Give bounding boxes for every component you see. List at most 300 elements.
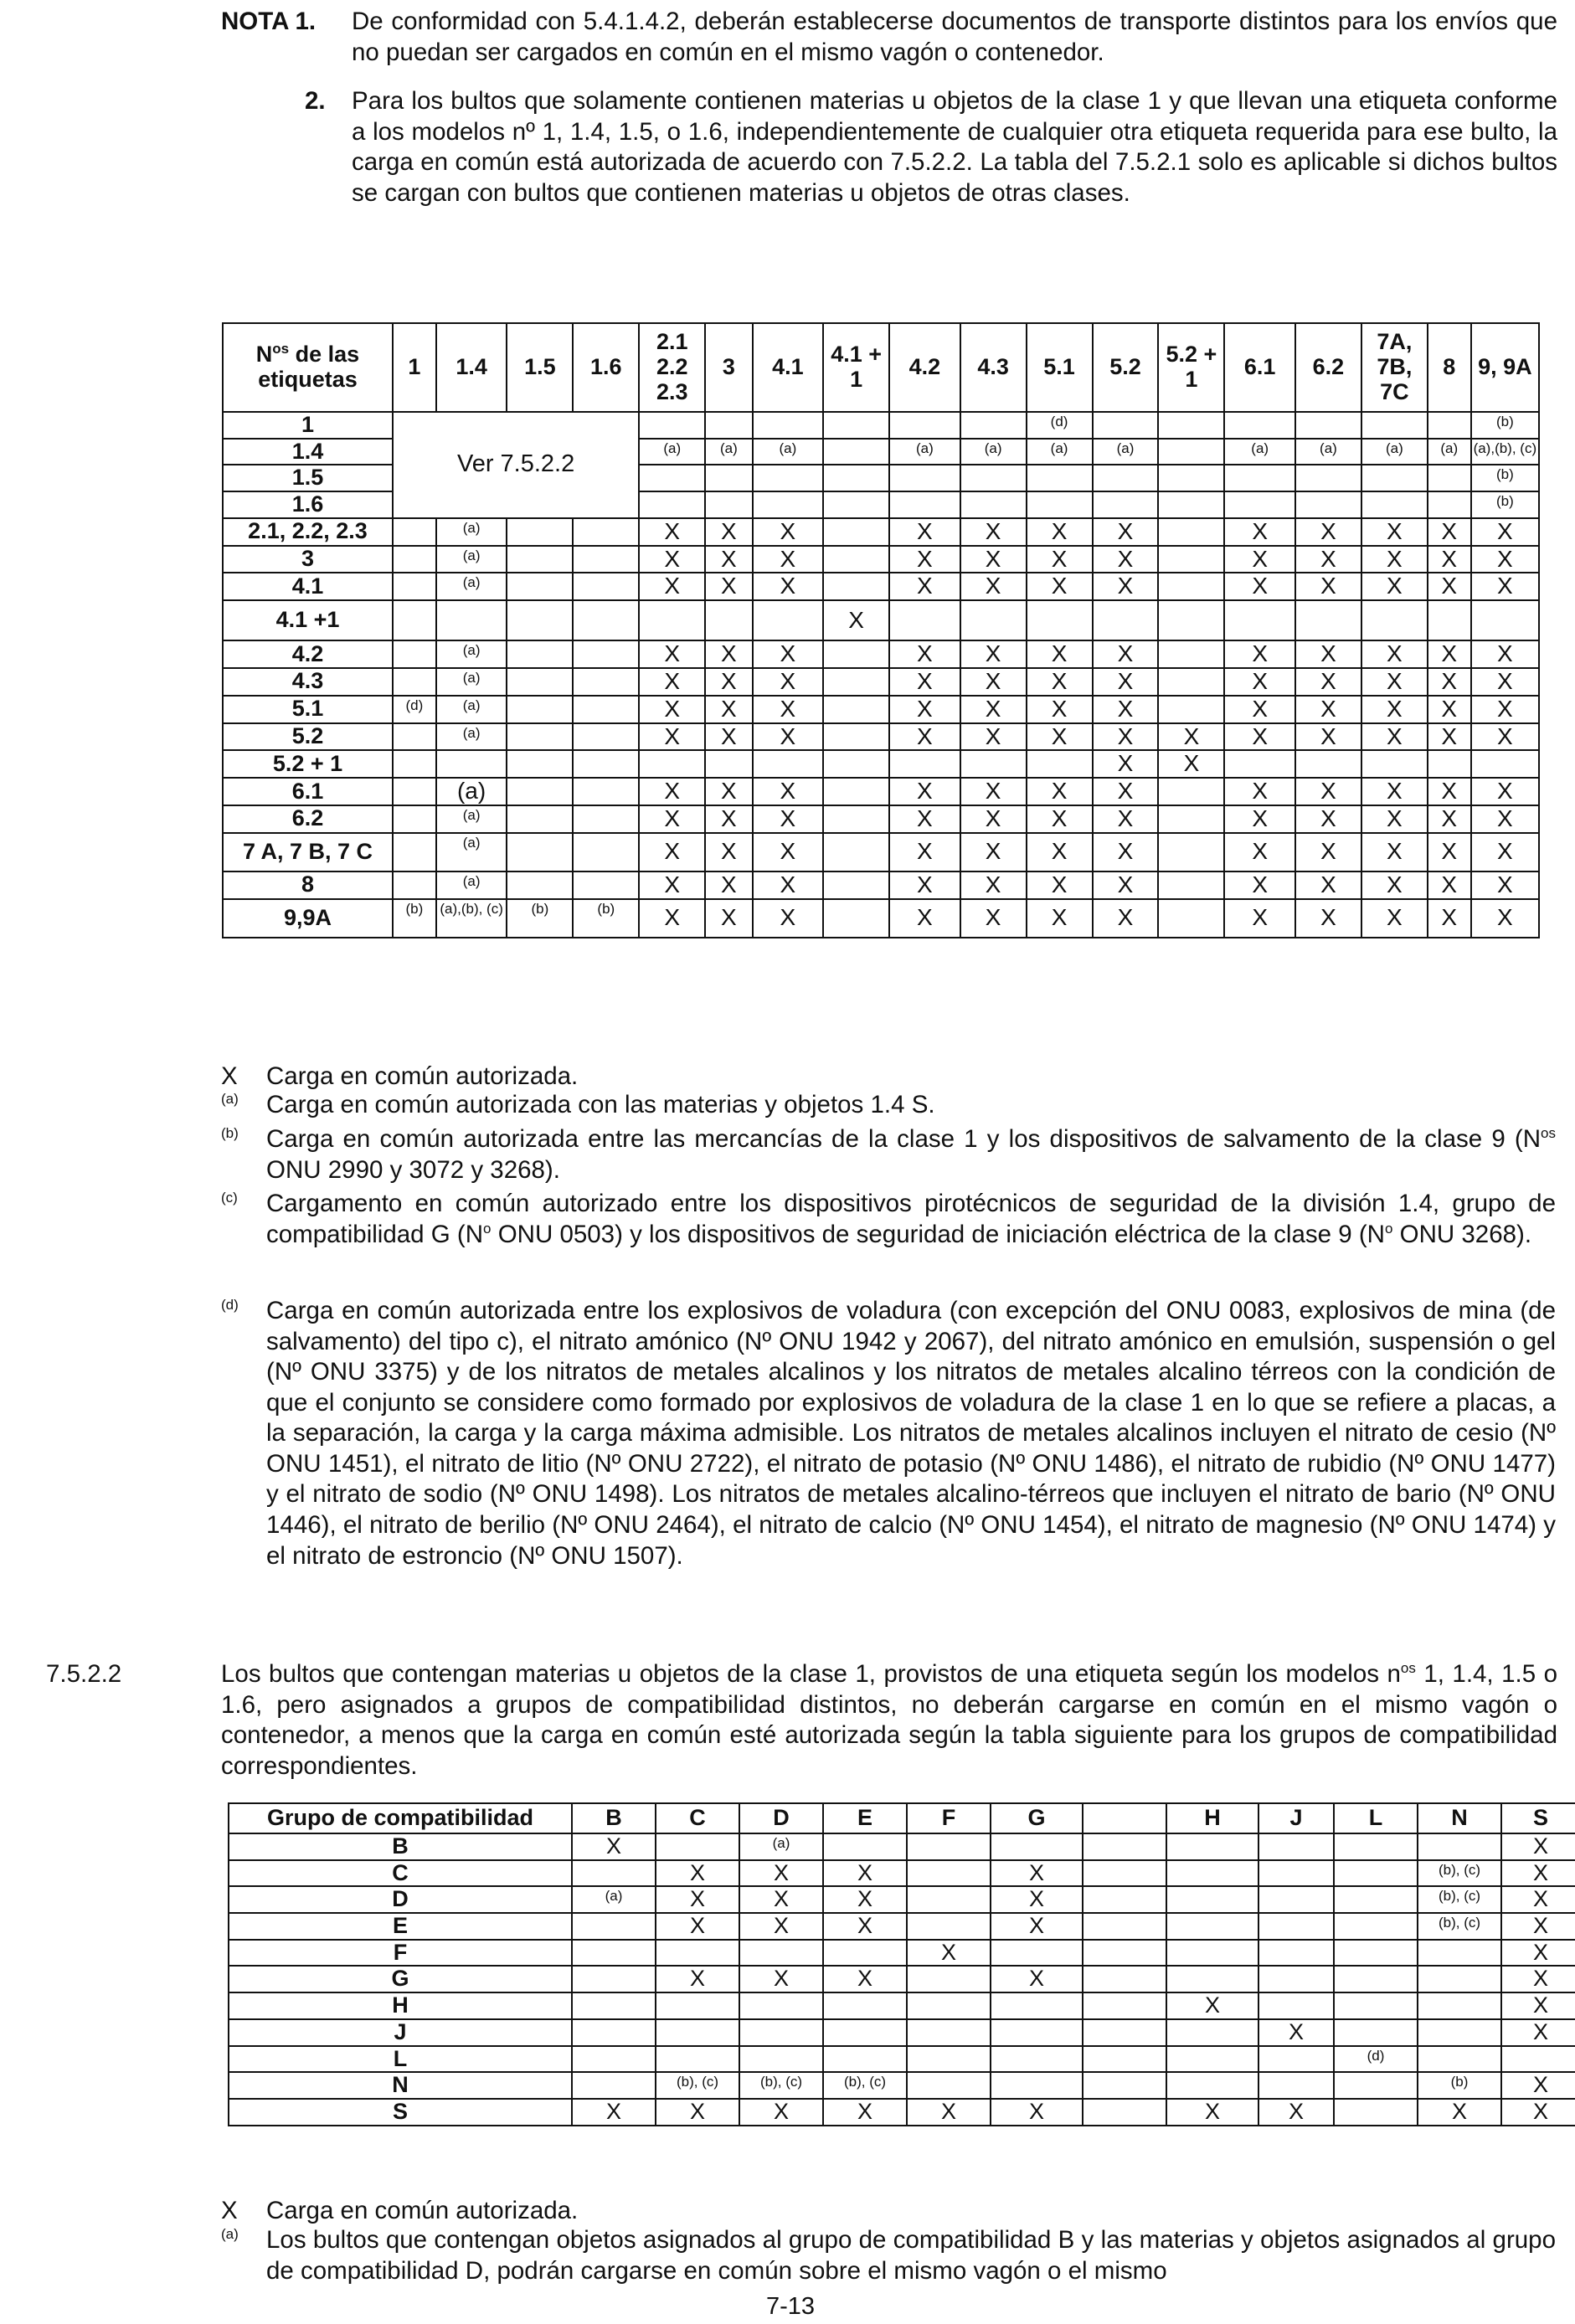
table1-cell <box>1158 696 1224 723</box>
table2-cell <box>823 2019 907 2046</box>
table2-cell: X <box>823 1966 907 1992</box>
table2-row <box>229 2019 1575 2046</box>
table1-cell: X <box>1158 723 1224 751</box>
table1-col-header: 1.5 <box>507 323 573 412</box>
legend1-x-text: Carga en común autorizada. <box>266 1062 579 1090</box>
table1-row <box>223 640 1539 668</box>
table1-cell: X <box>1027 805 1093 833</box>
table1-cell <box>639 491 705 518</box>
table2-cell: (b), (c) <box>1418 1860 1501 1887</box>
table1-cell: X <box>1224 546 1295 573</box>
table1-cell: X <box>1361 518 1428 546</box>
table2-cell <box>907 2019 991 2046</box>
table2-cell: X <box>1501 2072 1575 2099</box>
table2-cell <box>1334 1886 1418 1913</box>
table1-cell: X <box>639 573 705 600</box>
table2-col-header: S <box>1501 1803 1575 1833</box>
table2-cell <box>907 1913 991 1940</box>
table1-col-header: 1 <box>393 323 436 412</box>
table2-cell: X <box>991 1886 1083 1913</box>
table2-cell: X <box>656 1860 739 1887</box>
table1-row-header: 4.2 <box>223 640 393 668</box>
table1-cell: X <box>1295 668 1361 696</box>
table2-row-header: F <box>229 1940 572 1967</box>
table1-col-header: 8 <box>1428 323 1471 412</box>
table2-cell: X <box>572 2099 656 2126</box>
table2-empty-cell <box>1083 2099 1166 2126</box>
table2-row <box>229 1886 1575 1913</box>
table1-cell: X <box>1224 640 1295 668</box>
table2-cell <box>739 1992 823 2019</box>
table1-row <box>223 899 1539 938</box>
table1-cell: X <box>639 696 705 723</box>
table1-cell <box>639 600 705 640</box>
table1-cell <box>1295 465 1361 491</box>
table1-cell: X <box>1093 778 1159 805</box>
table1-cell: X <box>705 778 752 805</box>
table1-cell: (a) <box>436 518 507 546</box>
table1-cell <box>573 872 639 899</box>
table2-cell: X <box>823 1913 907 1940</box>
table1-cell <box>823 546 889 573</box>
table1-col-header: 5.1 <box>1027 323 1093 412</box>
table2-cell <box>1334 2099 1418 2126</box>
table1-cell <box>823 439 889 465</box>
table1-cell <box>705 465 752 491</box>
table2-row <box>229 2072 1575 2099</box>
table2-cell <box>1418 1966 1501 1992</box>
table1-cell: X <box>1027 872 1093 899</box>
table1-cell: X <box>639 723 705 751</box>
table1-cell: X <box>1428 872 1471 899</box>
table1-cell: (a) <box>436 778 507 805</box>
table1-cell: X <box>889 573 960 600</box>
table2-cell <box>1166 1940 1258 1967</box>
table1-cell <box>507 696 573 723</box>
table1-cell: (a) <box>753 439 824 465</box>
table1-row-header: 4.1 <box>223 573 393 600</box>
table1-col-header: 1.6 <box>573 323 639 412</box>
table1-cell: X <box>1224 518 1295 546</box>
table2-cell: X <box>1258 2019 1334 2046</box>
table2-empty-cell <box>1083 1860 1166 1887</box>
table2-cell: X <box>823 2099 907 2126</box>
table1-cell: (a) <box>436 872 507 899</box>
table1-cell <box>573 696 639 723</box>
table1-cell: (a) <box>436 805 507 833</box>
table1-cell: X <box>639 833 705 872</box>
table1-cell: X <box>1471 696 1539 723</box>
table1-cell: X <box>889 723 960 751</box>
table2-cell: (a) <box>572 1886 656 1913</box>
table2-col-header: G <box>991 1803 1083 1833</box>
legend1-d-key: (d) <box>221 1297 239 1313</box>
table1-col-header: 5.2 <box>1093 323 1159 412</box>
table1-cell <box>1158 491 1224 518</box>
table2-cell <box>1258 1992 1334 2019</box>
table2-cell: (b), (c) <box>1418 1886 1501 1913</box>
table1-cell: X <box>753 899 824 938</box>
table1-row-header: 8 <box>223 872 393 899</box>
table1-cell: X <box>1027 833 1093 872</box>
table2-cell: (a) <box>739 1833 823 1860</box>
table1-cell <box>823 899 889 938</box>
table1-cell <box>573 600 639 640</box>
table1-cell <box>507 778 573 805</box>
table2-row <box>229 1860 1575 1887</box>
table1-cell: X <box>1428 518 1471 546</box>
table2-row-header: C <box>229 1860 572 1887</box>
table2-cell <box>1501 2046 1575 2073</box>
table1-cell: X <box>705 696 752 723</box>
table1-cell: X <box>1471 640 1539 668</box>
table2-cell: X <box>907 2099 991 2126</box>
table2-cell <box>1334 1833 1418 1860</box>
table1-row <box>223 668 1539 696</box>
table1-cell <box>1158 668 1224 696</box>
table1-row-header: 5.2 + 1 <box>223 750 393 778</box>
legend2-a-key: (a) <box>221 2226 239 2242</box>
table2-cell: X <box>907 1940 991 1967</box>
table2-row-header: B <box>229 1833 572 1860</box>
note-heading: NOTA 1. <box>221 8 317 35</box>
table2-cell: X <box>991 1966 1083 1992</box>
table1-cell: (b) <box>507 899 573 938</box>
table1-cell <box>823 872 889 899</box>
table1-cell: X <box>960 696 1027 723</box>
table1-cell: X <box>889 899 960 938</box>
table2-col-header: B <box>572 1803 656 1833</box>
table1-cell: X <box>960 723 1027 751</box>
table2-cell: X <box>656 1886 739 1913</box>
table2-cell: X <box>1501 1966 1575 1992</box>
table1-row-header: 1 <box>223 412 393 439</box>
table1-cell <box>823 573 889 600</box>
table1-cell <box>393 872 436 899</box>
table2-cell <box>656 2019 739 2046</box>
table2-col-header: N <box>1418 1803 1501 1833</box>
table1-cell: X <box>1361 546 1428 573</box>
table1-cell <box>393 600 436 640</box>
table1-cell: X <box>1471 573 1539 600</box>
table2-empty-cell <box>1083 1833 1166 1860</box>
table1-cell: (a) <box>1093 439 1159 465</box>
table1-cell <box>1361 412 1428 439</box>
table1-cell: X <box>960 573 1027 600</box>
table1-cell <box>1027 600 1093 640</box>
table1-cell <box>823 640 889 668</box>
table1-cell <box>1158 573 1224 600</box>
table1-cell: X <box>1027 899 1093 938</box>
table1-cell <box>1158 465 1224 491</box>
table2-col-header: J <box>1258 1803 1334 1833</box>
table1-cell: (b) <box>1471 465 1539 491</box>
table2-cell <box>1258 1860 1334 1887</box>
table1-cell <box>393 750 436 778</box>
table1-col-header: 1.4 <box>436 323 507 412</box>
table1-cell <box>436 750 507 778</box>
table2-cell <box>907 1833 991 1860</box>
table1-cell: X <box>705 518 752 546</box>
table1-cell <box>1093 412 1159 439</box>
table2-cell <box>907 1860 991 1887</box>
table1-cell: X <box>705 723 752 751</box>
table1-cell <box>705 600 752 640</box>
table2-cell <box>656 1940 739 1967</box>
table1-cell <box>573 518 639 546</box>
table2-cell: X <box>1166 1992 1258 2019</box>
table1-cell: X <box>1027 723 1093 751</box>
section-text: Los bultos que contengan materias u objetos de la clase 1, provistos de una etiqueta según los modelos $n^{os}$ 1, 1.4, 1.5 o 1.6, pero asignados a grupos de compatibilidad distintos, no deberán cargarse en común en el mismo vagón o contenedor, a menos que la carga en común esté autorizada según la tabla siguiente para los grupos de compatibilidad correspondientes. <box>221 1660 1558 1780</box>
table2-row <box>229 1833 1575 1860</box>
table1-cell: X <box>1471 805 1539 833</box>
table1-cell <box>1428 465 1471 491</box>
table1-col-header: 3 <box>705 323 752 412</box>
legend2-x-text: Carga en común autorizada. <box>266 2197 579 2224</box>
table1-cell <box>1093 465 1159 491</box>
table2-cell <box>656 2046 739 2073</box>
table2-cell <box>1258 1913 1334 1940</box>
table2-empty-cell <box>1083 1966 1166 1992</box>
table1-cell <box>823 750 889 778</box>
table1-cell: X <box>639 805 705 833</box>
table1-cell: X <box>639 668 705 696</box>
table2-cell: X <box>1501 1913 1575 1940</box>
table1-cell: X <box>1224 778 1295 805</box>
table2-header-row <box>229 1803 1575 1833</box>
table1-row <box>223 412 1539 439</box>
table1-cell: (b) <box>573 899 639 938</box>
table2-cell: X <box>823 1886 907 1913</box>
table2-cell: (b), (c) <box>1418 1913 1501 1940</box>
table1-cell: X <box>639 518 705 546</box>
table2-cell: X <box>1501 1886 1575 1913</box>
table2-col-header: F <box>907 1803 991 1833</box>
table2-cell: X <box>739 1860 823 1887</box>
table2-empty-cell <box>1083 1886 1166 1913</box>
table2-cell <box>823 1833 907 1860</box>
table2-cell <box>1258 1966 1334 1992</box>
table1-cell: X <box>1224 833 1295 872</box>
table1-cell <box>823 668 889 696</box>
table2-cell: X <box>739 2099 823 2126</box>
legend2-a-text: Los bultos que contengan objetos asignados al grupo de compatibilidad B y las materias y objetos asignados al grupo de compatibilidad D, podrán cargarse en común sobre el mismo vagón o el mismo <box>266 2226 1556 2285</box>
table1-cell: X <box>705 573 752 600</box>
table1-cell: X <box>705 899 752 938</box>
table1-cell <box>823 833 889 872</box>
legend1-b-text: Carga en común autorizada entre las mercancías de la clase 1 y los dispositivos de salvamento de la clase 9 ($N^{os}$ ONU 2990 y 3072 y 3268). <box>266 1125 1556 1184</box>
table1-cell: (a) <box>705 439 752 465</box>
table1-cell: (d) <box>393 696 436 723</box>
table1-cell <box>507 640 573 668</box>
table1-cell <box>573 750 639 778</box>
table2-cell: (b), (c) <box>656 2072 739 2099</box>
table2-cell <box>823 1992 907 2019</box>
table1-cell <box>1428 750 1471 778</box>
table1-cell <box>1295 600 1361 640</box>
table2-cell <box>739 2046 823 2073</box>
table1-cell: X <box>1027 518 1093 546</box>
table1-cell: (b) <box>393 899 436 938</box>
table1-cell <box>705 491 752 518</box>
table1-cell <box>507 872 573 899</box>
table2-cell <box>991 2046 1083 2073</box>
note-1-text: De conformidad con 5.4.1.4.2, deberán establecerse documentos de transporte distintos para los envíos que no puedan ser cargados en común en el mismo vagón o contenedor. <box>352 8 1557 66</box>
page-number: 7-13 <box>766 2293 816 2320</box>
table1-cell: X <box>1361 872 1428 899</box>
table2-cell: X <box>1501 1940 1575 1967</box>
table1-cell: X <box>1471 872 1539 899</box>
table2-row <box>229 1940 1575 1967</box>
table2-cell <box>1334 1913 1418 1940</box>
table1-cell: X <box>1093 668 1159 696</box>
table1-cell: X <box>823 600 889 640</box>
table1-cell: (b) <box>1471 491 1539 518</box>
table1-cell: X <box>705 668 752 696</box>
table1-cell: X <box>889 872 960 899</box>
table1-cell <box>1027 465 1093 491</box>
table1-cell: X <box>1224 573 1295 600</box>
table1-cell: X <box>889 805 960 833</box>
table1-cell <box>889 412 960 439</box>
table2-cell <box>1334 2019 1418 2046</box>
table1-cell <box>393 833 436 872</box>
table1-cell: X <box>705 833 752 872</box>
table1-cell: X <box>1295 696 1361 723</box>
table1-cell: X <box>1027 668 1093 696</box>
table1-cell: X <box>753 872 824 899</box>
table2-cell <box>1334 1940 1418 1967</box>
table1-row-header: 3 <box>223 546 393 573</box>
table1-cell <box>889 750 960 778</box>
table2-cell: X <box>991 1913 1083 1940</box>
table1-cell: X <box>753 805 824 833</box>
table1-cell <box>507 805 573 833</box>
table2-row-header: G <box>229 1966 572 1992</box>
table1-cell: (a),(b), (c) <box>1471 439 1539 465</box>
table1-cell <box>1158 546 1224 573</box>
table1-cell: X <box>1361 833 1428 872</box>
table2-cell <box>572 2019 656 2046</box>
table1-cell: X <box>753 696 824 723</box>
table2-cell: X <box>1501 2019 1575 2046</box>
table1-cell: (a) <box>1224 439 1295 465</box>
table2-cell <box>907 2046 991 2073</box>
table2-cell <box>907 2072 991 2099</box>
table1-cell <box>639 465 705 491</box>
section-number: 7.5.2.2 <box>46 1660 122 1688</box>
table1-cell: X <box>1295 778 1361 805</box>
table2-cell <box>1166 2019 1258 2046</box>
table2-cell: X <box>656 1966 739 1992</box>
table1-cell <box>1224 600 1295 640</box>
table1-cell: X <box>1428 778 1471 805</box>
table2-cell <box>739 2019 823 2046</box>
table1-cell <box>753 491 824 518</box>
table2-cell <box>572 1940 656 1967</box>
table1-row <box>223 600 1539 640</box>
table2-cell: X <box>572 1833 656 1860</box>
table1-col-header: 4.1 <box>753 323 824 412</box>
table1-cell: X <box>889 696 960 723</box>
table2-cell <box>1258 2072 1334 2099</box>
table1-cell: X <box>1428 805 1471 833</box>
table1-cell: (a) <box>1295 439 1361 465</box>
table1-cell: X <box>889 778 960 805</box>
table1-cell <box>1158 872 1224 899</box>
table2-cell <box>823 1940 907 1967</box>
table1-cell <box>507 600 573 640</box>
table1-cell <box>393 518 436 546</box>
table2-cell <box>1418 2019 1501 2046</box>
table1-cell <box>573 778 639 805</box>
table1-cell: X <box>1093 833 1159 872</box>
legend1-x-key: X <box>221 1062 238 1090</box>
table1-cell <box>1471 600 1539 640</box>
table1-cell <box>1093 600 1159 640</box>
table2-cell <box>907 1992 991 2019</box>
table1-cell: (a) <box>436 546 507 573</box>
table2-cell <box>1334 1966 1418 1992</box>
table2-row-header: S <box>229 2099 572 2126</box>
table1-col-header: 9, 9A <box>1471 323 1539 412</box>
table2-empty-cell <box>1083 1913 1166 1940</box>
table2-cell <box>1258 1886 1334 1913</box>
legend1-c-key: (c) <box>221 1190 238 1206</box>
table1-cell: X <box>1428 833 1471 872</box>
table1-cell <box>573 833 639 872</box>
table1-cell <box>823 805 889 833</box>
table1-cell: X <box>1471 546 1539 573</box>
table2-cell: (b), (c) <box>823 2072 907 2099</box>
table2-cell <box>572 1860 656 1887</box>
table1-cell: X <box>1093 723 1159 751</box>
table1-cell: X <box>1361 696 1428 723</box>
table2-cell <box>1418 1940 1501 1967</box>
table1-cell: X <box>639 778 705 805</box>
table1-cell: (d) <box>1027 412 1093 439</box>
table2-empty-cell <box>1083 1992 1166 2019</box>
table2-row <box>229 1992 1575 2019</box>
table1-cell <box>1027 491 1093 518</box>
table2-corner-header: Grupo de compatibilidad <box>229 1803 572 1833</box>
table1-cell: X <box>753 573 824 600</box>
table1-cell <box>823 412 889 439</box>
table1-cell: (a) <box>639 439 705 465</box>
table2-cell <box>1258 1833 1334 1860</box>
table2-row <box>229 2099 1575 2126</box>
table2-col-header: C <box>656 1803 739 1833</box>
table2-cell <box>1166 1913 1258 1940</box>
table1-row-header: 1.4 <box>223 439 393 465</box>
table1-row <box>223 546 1539 573</box>
table1-cell: X <box>889 668 960 696</box>
table1-cell <box>639 412 705 439</box>
table1-cell <box>1158 600 1224 640</box>
table1-cell: (a) <box>1027 439 1093 465</box>
table2-cell: X <box>991 1860 1083 1887</box>
table1-cell: (a) <box>889 439 960 465</box>
table1-row <box>223 573 1539 600</box>
table1-cell <box>393 573 436 600</box>
table1-cell <box>823 491 889 518</box>
table1-cell: X <box>1093 546 1159 573</box>
table2-cell <box>991 1940 1083 1967</box>
table1-cell: X <box>1428 573 1471 600</box>
table1-cell: X <box>960 640 1027 668</box>
table1-cell <box>573 805 639 833</box>
table1-cell: (a) <box>1428 439 1471 465</box>
